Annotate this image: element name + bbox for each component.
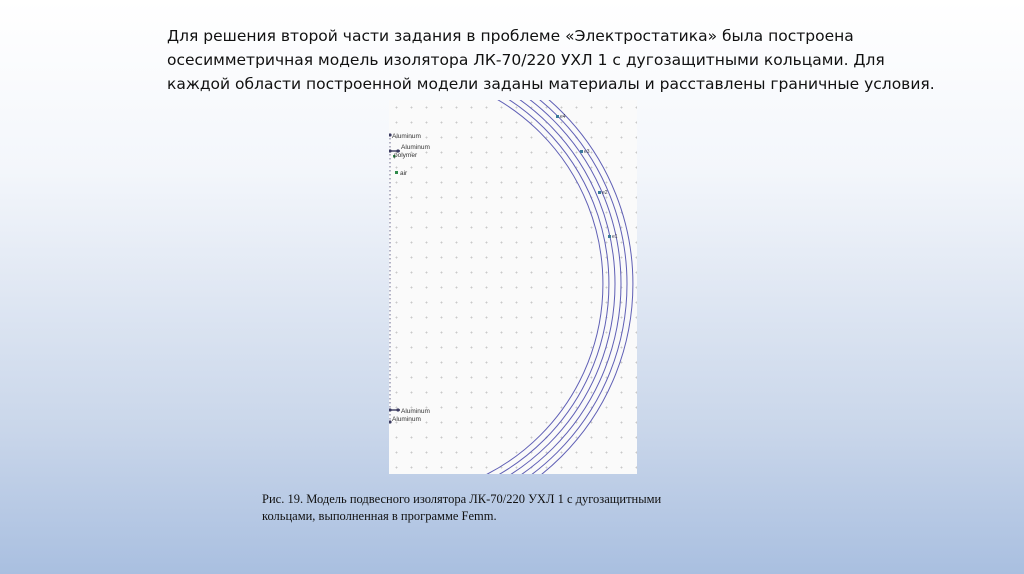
caption-line-1: Рис. 19. Модель подвесного изолятора ЛК-70/220 УХЛ 1 с дугозащитными	[262, 492, 662, 506]
boundary-arc-3	[389, 100, 615, 474]
air-marker	[395, 171, 398, 174]
arc-label-e1: e1	[612, 234, 618, 240]
body-line-1: Для решения второй части задания в проблеме «Электростатика» была построена	[167, 27, 854, 45]
femm-model-drawing	[389, 100, 637, 474]
label-aluminum-bottom-1: Aluminum	[401, 408, 430, 415]
arc-label-e2: e2	[602, 190, 608, 196]
electrode-nodes	[389, 133, 400, 423]
slide-body-text	[167, 24, 967, 96]
boundary-arcs	[389, 100, 633, 474]
body-line-2: осесимметричная модель изолятора ЛК-70/220 УХЛ 1 с дугозащитными кольцами. Для	[167, 51, 885, 69]
arc-label-markers	[556, 115, 611, 238]
arc-label-e4: e4	[560, 114, 566, 120]
femm-model-figure	[389, 100, 637, 474]
body-line-3: каждой области построенной модели заданы материалы и расставлены граничные условия.	[167, 75, 935, 93]
label-air: air	[400, 170, 408, 177]
label-aluminum-top-1: Aluminum	[392, 133, 421, 140]
figure-caption	[262, 491, 782, 525]
label-aluminum-top-2: Aluminum	[401, 144, 430, 151]
label-aluminum-bottom-2: Aluminum	[392, 416, 421, 423]
label-polymer: polymer	[394, 152, 418, 159]
caption-line-2: кольцами, выполненная в программе Femm.	[262, 509, 497, 523]
boundary-arc-6	[389, 100, 633, 474]
arc-label-e3: e3	[584, 149, 590, 155]
boundary-arc-5	[389, 100, 627, 474]
